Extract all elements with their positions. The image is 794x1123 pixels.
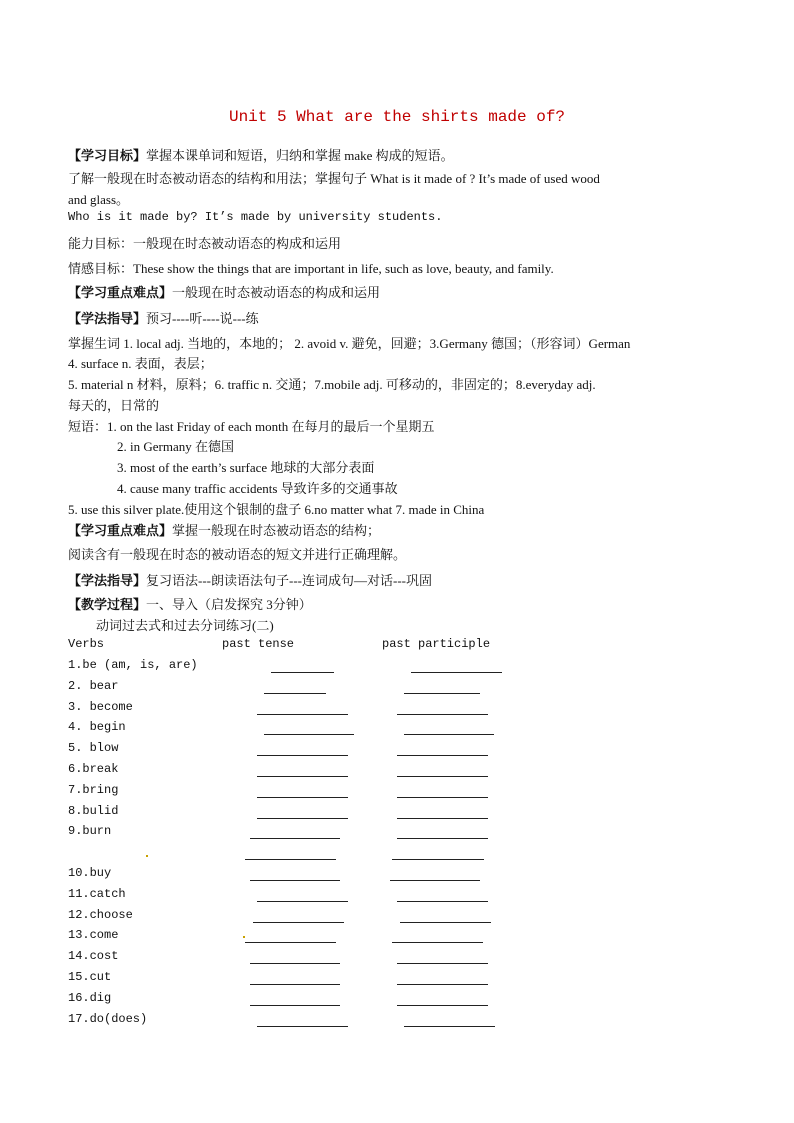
phrase-item: 3. most of the earth’s surface 地球的大部分表面 [117, 460, 375, 475]
verb-label: 17.do(does) [68, 1012, 148, 1026]
stray-mark [146, 855, 148, 857]
verb-label: 15.cut [68, 970, 112, 984]
verb-label: 16.dig [68, 991, 112, 1005]
past-participle-blank[interactable] [397, 993, 488, 1006]
verb-label: 7.bring [68, 783, 119, 797]
past-tense-blank[interactable] [250, 951, 340, 964]
vocab-line-4: 每天的，日常的 [68, 398, 160, 413]
vocab-line-2: 4. surface n. 表面，表层； [68, 356, 213, 371]
key-points-1-tag: 【学习重点难点】 [68, 285, 173, 300]
key-points-2 [68, 520, 380, 539]
past-tense-blank[interactable] [257, 743, 348, 756]
past-tense-blank[interactable] [250, 972, 340, 985]
goals-line [68, 145, 454, 164]
verb-label: 11.catch [68, 887, 126, 901]
past-tense-blank[interactable] [271, 660, 334, 673]
past-tense-blank[interactable] [250, 868, 340, 881]
process-tag: 【教学过程】 [68, 597, 147, 612]
past-participle-blank[interactable] [397, 785, 488, 798]
past-tense-blank[interactable] [257, 764, 348, 777]
past-participle-blank[interactable] [392, 930, 483, 943]
past-participle-blank[interactable] [404, 1014, 495, 1027]
past-tense-blank[interactable] [250, 826, 340, 839]
key-points-1-text: 一般现在时态被动语态的构成和运用 [172, 285, 381, 300]
verb-label: 5. blow [68, 741, 119, 755]
past-tense-blank[interactable] [257, 785, 348, 798]
process-text: 一、导入（启发探究 3分钟） [146, 597, 312, 612]
past-tense-blank[interactable] [264, 722, 354, 735]
verb-label: 1.be (am, is, are) [68, 658, 198, 672]
page-title: Unit 5 What are the shirts made of? [228, 108, 566, 126]
past-tense-blank[interactable] [257, 806, 348, 819]
past-participle-blank[interactable] [411, 660, 502, 673]
past-tense-blank[interactable] [257, 1014, 348, 1027]
past-participle-blank[interactable] [397, 702, 488, 715]
past-participle-blank[interactable] [404, 681, 480, 694]
past-tense-blank[interactable] [250, 993, 340, 1006]
reading-line: 阅读含有一般现在时态的被动语态的短文并进行正确理解。 [68, 547, 407, 562]
exercise-title: 动词过去式和过去分词练习(二) [96, 618, 274, 633]
goals-line-3: and glass。 [68, 192, 130, 207]
method-1-tag: 【学法指导】 [68, 311, 147, 326]
verb-label: 2. bear [68, 679, 119, 693]
key-points-2-tag: 【学习重点难点】 [68, 523, 173, 538]
vocab-line-1: 掌握生词 1. local adj. 当地的，本地的； 2. avoid v. 避免，回避；3.Germany 德国；（形容词）German [68, 336, 631, 351]
past-participle-blank[interactable] [390, 868, 480, 881]
past-tense-blank[interactable] [257, 702, 348, 715]
past-participle-blank[interactable] [397, 743, 488, 756]
process-line [68, 594, 312, 613]
past-participle-blank[interactable] [404, 722, 494, 735]
key-points-1 [68, 282, 380, 301]
goals-line-2: 了解一般现在时态被动语态的结构和用法；掌握句子 What is it made of ? It’s made of used wood [68, 171, 600, 186]
verb-label: 6.break [68, 762, 119, 776]
verbs-header: Verbs [68, 637, 105, 651]
past-participle-blank[interactable] [397, 806, 488, 819]
stray-mark [243, 936, 245, 938]
past-tense-blank[interactable] [257, 889, 348, 902]
verb-label: 4. begin [68, 720, 126, 734]
past-tense-blank[interactable] [264, 681, 326, 694]
ability-goal: 能力目标：一般现在时态被动语态的构成和运用 [68, 236, 342, 251]
verb-label: 9.burn [68, 824, 112, 838]
method-1 [68, 308, 259, 327]
past-participle-header: past participle [382, 637, 491, 651]
past-participle-blank[interactable] [397, 951, 488, 964]
phrases-line-5: 5. use this silver plate.使用这个银制的盘子 6.no matter what 7. made in China [68, 502, 485, 517]
phrase-item: 2. in Germany 在德国 [117, 439, 234, 454]
past-participle-blank[interactable] [397, 764, 488, 777]
past-participle-blank[interactable] [397, 889, 488, 902]
method-2 [68, 570, 432, 589]
verb-label: 3. become [68, 700, 133, 714]
method-2-text: 复习语法---朗读语法句子---连词成句—对话---巩固 [146, 573, 432, 588]
goals-tag: 【学习目标】 [68, 148, 147, 163]
key-points-2-text: 掌握一般现在时态被动语态的结构； [172, 523, 381, 538]
method-1-text: 预习----听----说---练 [146, 311, 259, 326]
verb-label: 8.bulid [68, 804, 119, 818]
verb-label: 12.choose [68, 908, 133, 922]
vocab-line-3: 5. material n 材料，原料；6. traffic n. 交通；7.mobile adj. 可移动的，非固定的；8.everyday adj. [68, 377, 596, 392]
verb-label: 10.buy [68, 866, 112, 880]
goals-text: 掌握本课单词和短语，归纳和掌握 make 构成的短语。 [146, 148, 454, 163]
goals-line-4: Who is it made by? It’s made by university students. [68, 210, 443, 224]
emotion-goal: 情感目标：These show the things that are important in life, such as love, beauty, and family. [68, 261, 554, 276]
past-participle-blank[interactable] [397, 826, 488, 839]
past-tense-blank[interactable] [245, 930, 336, 943]
past-participle-blank[interactable] [392, 847, 484, 860]
past-participle-blank[interactable] [400, 910, 491, 923]
verb-label: 14.cost [68, 949, 119, 963]
past-tense-blank[interactable] [245, 847, 336, 860]
verb-label: 13.come [68, 928, 119, 942]
past-tense-blank[interactable] [253, 910, 344, 923]
phrases-label-line: 短语：1. on the last Friday of each month 在每月的最后一个星期五 [68, 419, 435, 434]
past-tense-header: past tense [222, 637, 295, 651]
past-participle-blank[interactable] [397, 972, 488, 985]
method-2-tag: 【学法指导】 [68, 573, 147, 588]
phrase-item: 4. cause many traffic accidents 导致许多的交通事故 [117, 481, 398, 496]
